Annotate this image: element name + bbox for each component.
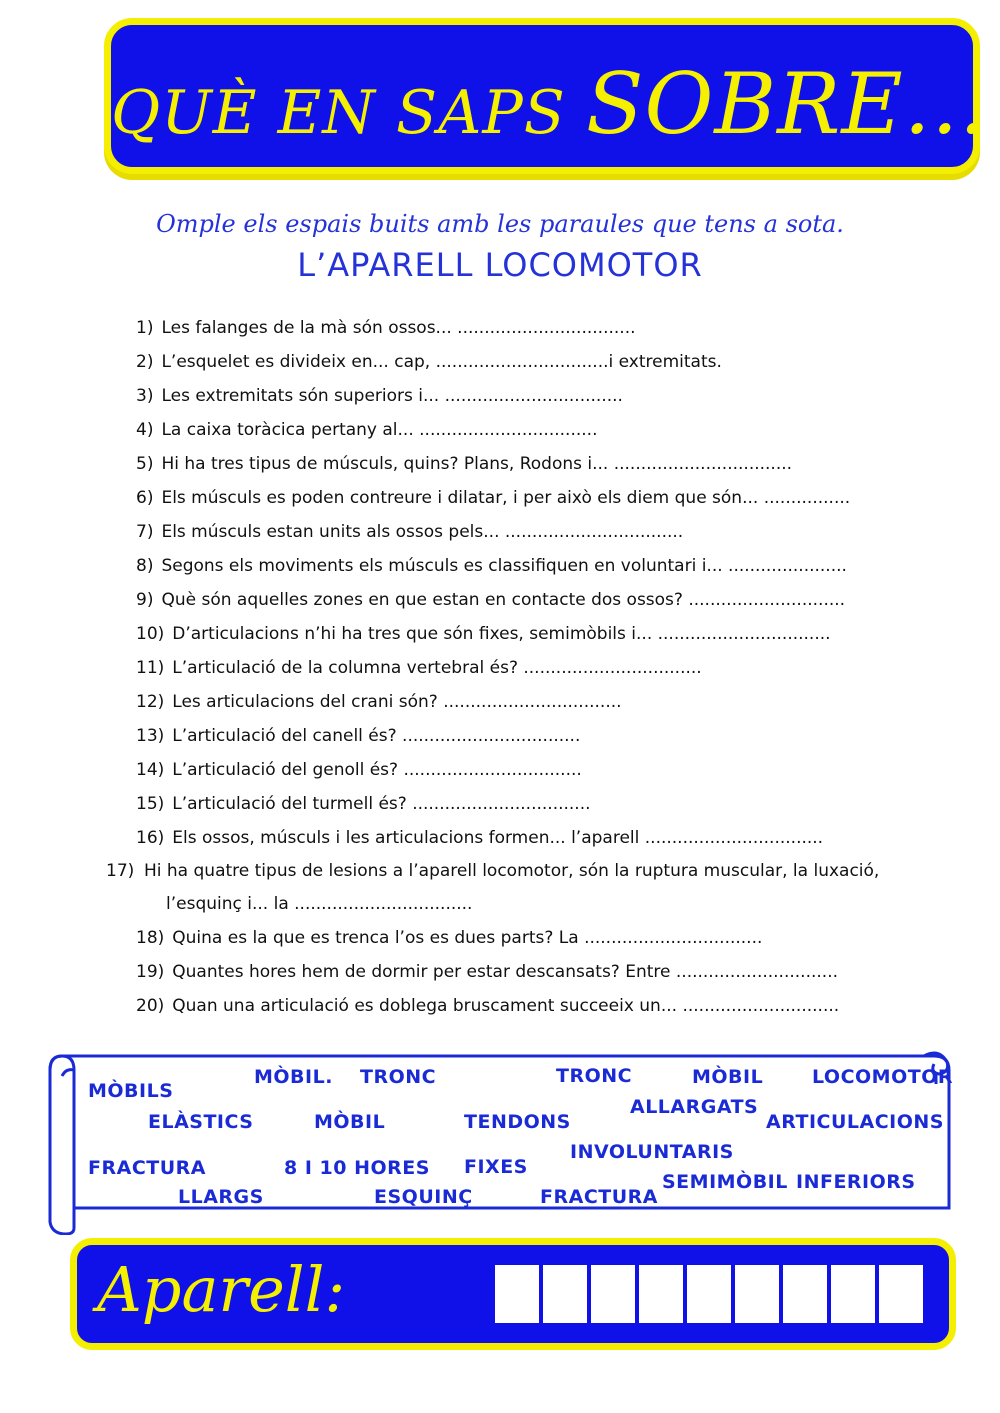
question-item xyxy=(136,413,966,447)
word-bank-item: MÒBIL. xyxy=(254,1066,333,1088)
question-text: Què són aquelles zones en que estan en contacte dos ossos? ............................. xyxy=(161,590,846,610)
answer-letter-box[interactable] xyxy=(735,1265,779,1323)
question-item xyxy=(136,955,966,989)
question-number: 14) xyxy=(136,760,165,780)
question-item xyxy=(136,311,966,345)
word-bank-item: INFERIORS xyxy=(796,1171,916,1193)
question-item xyxy=(136,753,966,787)
answer-letter-box[interactable] xyxy=(687,1265,731,1323)
question-text: L’articulació del genoll és? ................................. xyxy=(172,760,582,780)
answer-label: Aparell: xyxy=(97,1253,346,1326)
question-item xyxy=(136,447,966,481)
question-number: 6) xyxy=(136,488,154,508)
question-text: Les extremitats són superiors i... ................................. xyxy=(161,386,623,406)
question-number: 16) xyxy=(136,828,165,848)
question-text: L’articulació del canell és? ................................. xyxy=(172,726,581,746)
question-item xyxy=(136,481,966,515)
question-text: Els músculs estan units als ossos pels... ................................. xyxy=(161,522,684,542)
question-number: 11) xyxy=(136,658,165,678)
word-bank-item: LLARGS xyxy=(178,1186,264,1208)
question-text: Quan una articulació es doblega bruscament succeeix un... ............................. xyxy=(172,996,840,1016)
title-big: SOBRE... xyxy=(585,55,987,153)
question-number: 2) xyxy=(136,352,154,372)
question-number: 7) xyxy=(136,522,154,542)
question-item xyxy=(136,921,966,955)
word-bank-item: 8 I 10 HORES xyxy=(284,1157,430,1179)
question-number: 13) xyxy=(136,726,165,746)
question-text: Els ossos, músculs i les articulacions formen... l’aparell ................................. xyxy=(172,828,824,848)
question-text: Segons els moviments els músculs es classifiquen en voluntari i... ...................... xyxy=(161,556,847,576)
question-item xyxy=(136,651,966,685)
answer-letter-box[interactable] xyxy=(879,1265,923,1323)
question-text: D’articulacions n’hi ha tres que són fixes, semimòbils i... ................................ xyxy=(172,624,831,644)
question-number: 8) xyxy=(136,556,154,576)
answer-letter-box[interactable] xyxy=(831,1265,875,1323)
question-text: Els músculs es poden contreure i dilatar, i per això els diem que són... ................ xyxy=(161,488,851,508)
question-item: 17) Hi ha quatre tipus de lesions a l’aparell locomotor, són la ruptura muscular, la luxació, l’esquinç i... la ................................. xyxy=(106,861,880,914)
answer-banner xyxy=(70,1238,956,1350)
word-bank-item: FIXES xyxy=(464,1156,528,1178)
instruction: Omple els espais buits amb les paraules que tens a sota. xyxy=(156,210,844,238)
question-list xyxy=(106,311,966,1023)
question-number: 12) xyxy=(136,692,165,712)
word-bank-item: MÒBIL xyxy=(692,1066,764,1088)
word-bank-item: TRONC xyxy=(556,1065,633,1087)
question-item xyxy=(136,617,966,651)
word-bank-scroll xyxy=(44,1050,954,1235)
question-item xyxy=(136,685,966,719)
word-bank-item: MÒBILS xyxy=(88,1080,174,1102)
title-prefix: QUÈ EN SAPS xyxy=(111,78,566,148)
question-item xyxy=(136,515,966,549)
question-text: La caixa toràcica pertany al... ................................. xyxy=(161,420,598,440)
answer-letter-box[interactable] xyxy=(639,1265,683,1323)
word-bank-item: ELÀSTICS xyxy=(148,1111,254,1133)
word-bank-item: ALLARGATS xyxy=(630,1096,759,1118)
question-number: 15) xyxy=(136,794,165,814)
question-item xyxy=(136,821,966,855)
title-banner xyxy=(104,18,987,174)
question-text: Hi ha quatre tipus de lesions a l’aparell locomotor, són la ruptura muscular, la luxació, l’esquinç i... la ................................. xyxy=(144,861,880,914)
page-title xyxy=(111,55,987,153)
answer-letter-box[interactable] xyxy=(591,1265,635,1323)
word-bank-item: ARTICULACIONS xyxy=(766,1111,944,1133)
question-number: 9) xyxy=(136,590,154,610)
word-bank-item: FRACTURA xyxy=(88,1157,206,1179)
word-bank-item: TENDONS xyxy=(464,1111,571,1133)
question-number: 18) xyxy=(136,928,165,948)
word-bank-item: FRACTURA xyxy=(540,1186,658,1208)
question-text: Les articulacions del crani són? ................................. xyxy=(172,692,622,712)
question-text: Quantes hores hem de dormir per estar descansats? Entre .............................. xyxy=(172,962,838,982)
question-number: 19) xyxy=(136,962,165,982)
answer-letter-box[interactable] xyxy=(543,1265,587,1323)
question-item xyxy=(136,549,966,583)
question-number: 10) xyxy=(136,624,165,644)
word-bank-item: TRONC xyxy=(360,1066,437,1088)
question-number: 1) xyxy=(136,318,154,338)
question-item xyxy=(136,379,966,413)
question-item xyxy=(136,719,966,753)
question-text: L’articulació del turmell és? ................................. xyxy=(172,794,591,814)
question-text: Quina es la que es trenca l’os es dues parts? La ................................. xyxy=(172,928,763,948)
word-bank-item: ESQUINÇ xyxy=(374,1186,473,1208)
question-item xyxy=(136,787,966,821)
word-bank-item: SEMIMÒBIL xyxy=(662,1171,788,1193)
word-bank-item: LOCOMOTOR xyxy=(812,1066,953,1088)
question-number: 20) xyxy=(136,996,165,1016)
question-text: L’esquelet es divideix en... cap, ................................i extremitats. xyxy=(161,352,722,372)
question-number: 5) xyxy=(136,454,154,474)
question-item xyxy=(136,989,966,1023)
word-bank-item: MÒBIL xyxy=(314,1111,386,1133)
question-number: 4) xyxy=(136,420,154,440)
question-item xyxy=(136,583,966,617)
question-item xyxy=(136,345,966,379)
answer-boxes xyxy=(495,1265,923,1323)
question-text: Hi ha tres tipus de músculs, quins? Plans, Rodons i... ................................. xyxy=(161,454,793,474)
question-text: Les falanges de la mà són ossos... ................................. xyxy=(161,318,636,338)
topic-heading: L’APARELL LOCOMOTOR xyxy=(297,246,703,284)
word-bank-item: INVOLUNTARIS xyxy=(570,1141,734,1163)
answer-letter-box[interactable] xyxy=(783,1265,827,1323)
question-text: L’articulació de la columna vertebral és? ................................. xyxy=(172,658,702,678)
answer-letter-box[interactable] xyxy=(495,1265,539,1323)
question-number: 3) xyxy=(136,386,154,406)
